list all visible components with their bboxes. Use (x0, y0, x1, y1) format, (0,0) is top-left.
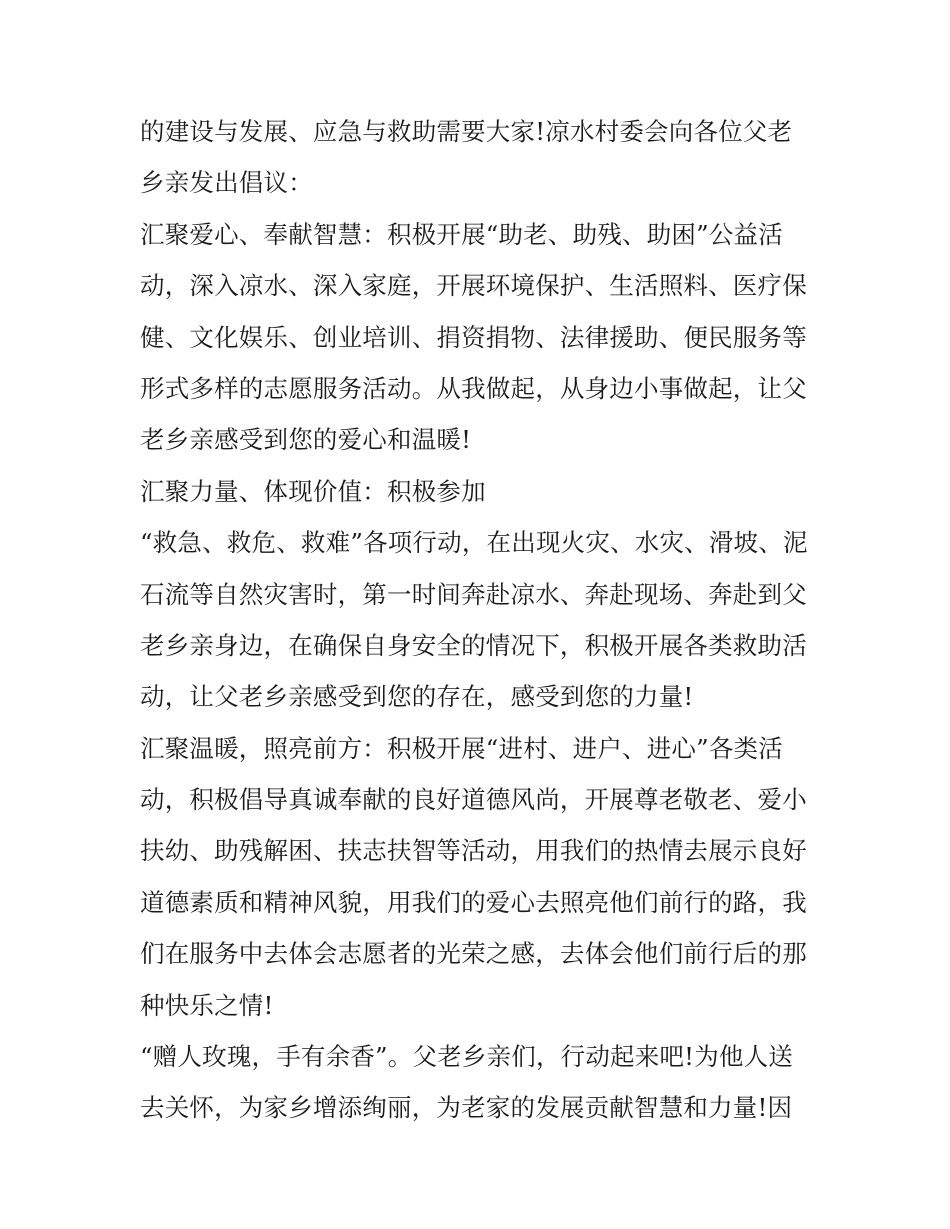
text-line: “赠人玫瑰，手有余香”。父老乡亲们，行动起来吧!为他人送 (140, 1042, 793, 1072)
text-line: 动，深入凉水、深入家庭，开展环境保护、生活照料、医疗保 (140, 271, 807, 301)
text-line: 形式多样的志愿服务活动。从我做起，从身边小事做起，让父 (140, 373, 807, 403)
text-line: 老乡亲感受到您的爱心和温暖! (140, 425, 472, 455)
text-line: 们在服务中去体会志愿者的光荣之感，去体会他们前行后的那 (140, 939, 807, 969)
text-line: 动，让父老乡亲感受到您的存在，感受到您的力量! (140, 682, 694, 712)
text-line: “救急、救危、救难”各项行动，在出现火灾、水灾、滑坡、泥 (140, 528, 808, 558)
text-line: 去关怀，为家乡增添绚丽，为老家的发展贡献智慧和力量!因 (140, 1093, 793, 1123)
text-line: 石流等自然灾害时，第一时间奔赴凉水、奔赴现场、奔赴到父 (140, 579, 807, 609)
text-line: 老乡亲身边，在确保自身安全的情况下，积极开展各类救助活 (140, 630, 807, 660)
body-text (140, 106, 830, 1134)
text-line: 汇聚温暖，照亮前方：积极开展“进村、进户、进心”各类活 (140, 733, 783, 763)
text-line: 动，积极倡导真诚奉献的良好道德风尚，开展尊老敬老、爱小 (140, 785, 807, 815)
text-line: 种快乐之情! (140, 990, 274, 1020)
text-line: 健、文化娱乐、创业培训、捐资捐物、法律援助、便民服务等 (140, 322, 807, 352)
text-line: 道德素质和精神风貌，用我们的爱心去照亮他们前行的路，我 (140, 887, 807, 917)
text-line: 扶幼、助残解困、扶志扶智等活动，用我们的热情去展示良好 (140, 836, 807, 866)
text-line: 的建设与发展、应急与救助需要大家!凉水村委会向各位父老 (140, 117, 793, 146)
text-line: 汇聚爱心、奉献智慧：积极开展“助老、助残、助困”公益活 (140, 219, 783, 249)
text-line: 汇聚力量、体现价值：积极参加 (140, 476, 486, 506)
text-line: 乡亲发出倡议： (140, 168, 313, 198)
